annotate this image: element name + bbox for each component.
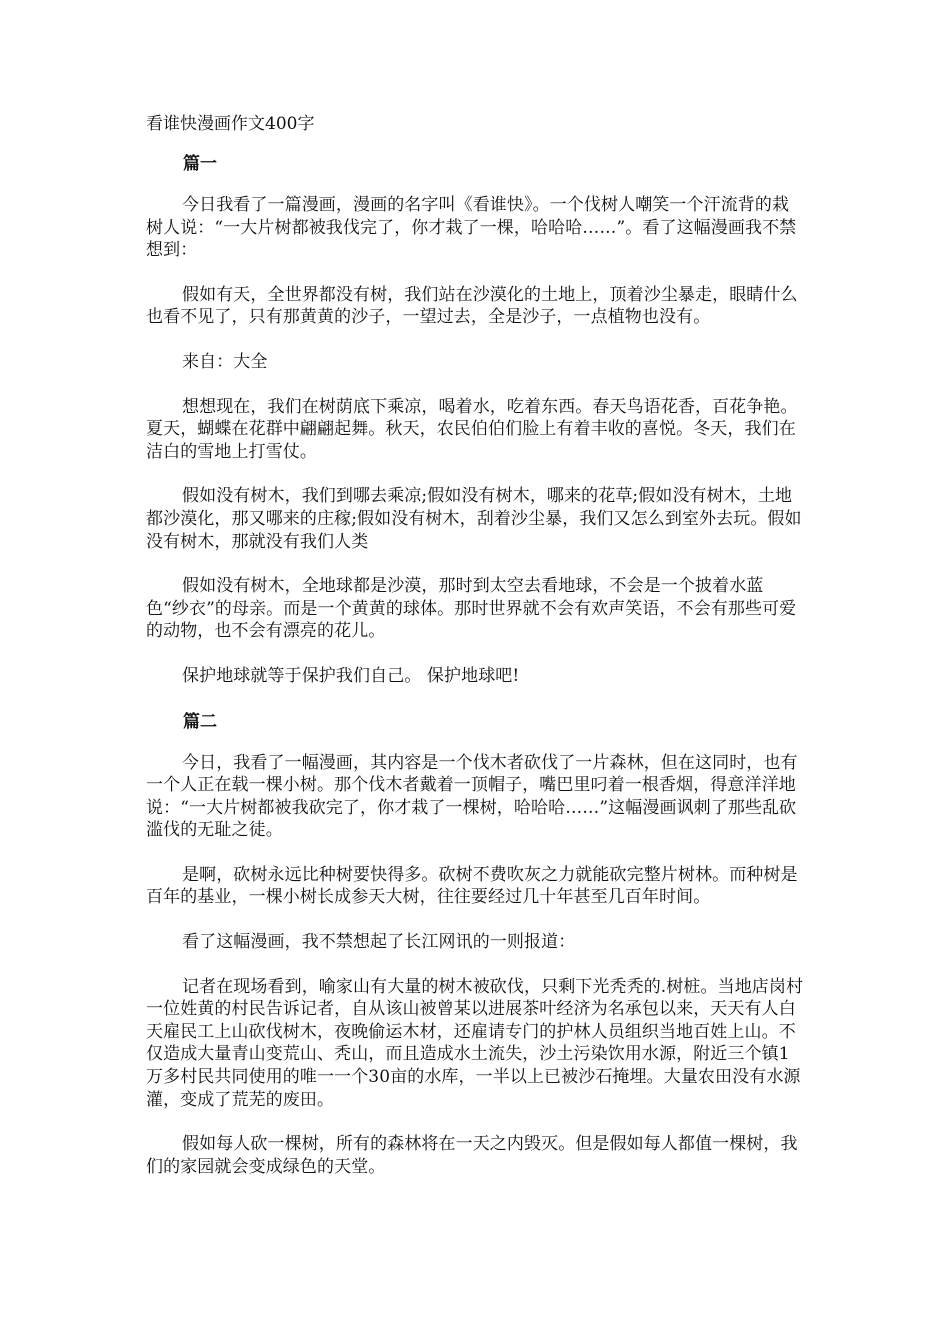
paragraph: 是啊，砍树永远比种树要快得多。砍树不费吹灰之力就能砍完整片树林。而种树是百年的基业，一棵小树长成参天大树，往往要经过几十年甚至几百年时间。 — [146, 864, 798, 908]
paragraph: 记者在现场看到，喻家山有大量的树木被砍伐，只剩下光秃秃的.树桩。当地店岗村一位姓黄的村民告诉记者，自从该山被曾某以进展茶叶经济为名承包以来，天天有人白天雇民工上山砍伐树木，夜晚偷运木材，还雇请专门的护林人员组织当地百姓上山。不仅造成大量青山变荒山、秃山，而且造成水土流失，沙土污染饮用水源，附近三个镇1万多村民共同使用的唯一一个30亩的水库，一半以上已被沙石掩埋。大量农田没有水源灌，变成了荒芜的废田。 — [146, 976, 804, 1110]
section-heading: 篇二 — [183, 711, 217, 732]
paragraph: 假如每人砍一棵树，所有的森林将在一天之内毁灭。但是假如每人都值一棵树，我们的家园就会变成绿色的天堂。 — [146, 1134, 798, 1177]
section-one — [146, 152, 806, 688]
section-two — [146, 710, 806, 1179]
paragraph: 今日，我看了一幅漫画，其内容是一个伐木者砍伐了一片森林，但在这同时，也有一个人正在载一棵小树。那个伐木者戴着一顶帽子，嘴巴里叼着一根香烟，得意洋洋地说：“一大片树都被我砍完了，你才栽了一棵树，哈哈哈……”这幅漫画讽刺了那些乱砍滥伐的无耻之徒。 — [146, 752, 798, 841]
paragraph: 保护地球就等于保护我们自己。 保护地球吧! — [182, 665, 520, 686]
section-heading: 篇一 — [183, 154, 217, 174]
source-line: 来自：大全 — [182, 351, 268, 372]
paragraph: 看了这幅漫画，我不禁想起了长江网讯的一则报道： — [182, 932, 576, 953]
paragraph: 假如有天，全世界都没有树，我们站在沙漠化的土地上，顶着沙尘暴走，眼睛什么也看不见了，只有那黄黄的沙子，一望过去，全是沙子，一点植物也没有。 — [146, 284, 798, 328]
paragraph: 假如没有树木，全地球都是沙漠，那时到太空去看地球，不会是一个披着水蓝色“纱衣”的母亲。而是一个黄黄的球体。那时世界就不会有欢声笑语，不会有那些可爱的动物，也不会有漂亮的花儿。 — [146, 576, 797, 642]
paragraph: 今日我看了一篇漫画，漫画的名字叫《看谁快》。一个伐树人嘲笑一个汗流背的栽树人说：“一大片树都被我伐完了，你才栽了一棵，哈哈哈……”。看了这幅漫画我不禁想到： — [146, 195, 797, 261]
paragraph: 假如没有树木，我们到哪去乘凉;假如没有树木，哪来的花草;假如没有树木，土地都沙漠化，那又哪来的庄稼;假如没有树木，刮着沙尘暴，我们又怎么到室外去玩。假如没有树木，那就没有我们人类 — [146, 486, 802, 552]
document-title: 看谁快漫画作文400字 — [146, 114, 315, 134]
document-page — [146, 112, 806, 1200]
paragraph: 想想现在，我们在树荫底下乘凉，喝着水，吃着东西。春天鸟语花香，百花争艳。夏天，蝴蝶在花群中翩翩起舞。秋天，农民伯伯们脸上有着丰收的喜悦。冬天，我们在洁白的雪地上打雪仗。 — [146, 396, 798, 462]
